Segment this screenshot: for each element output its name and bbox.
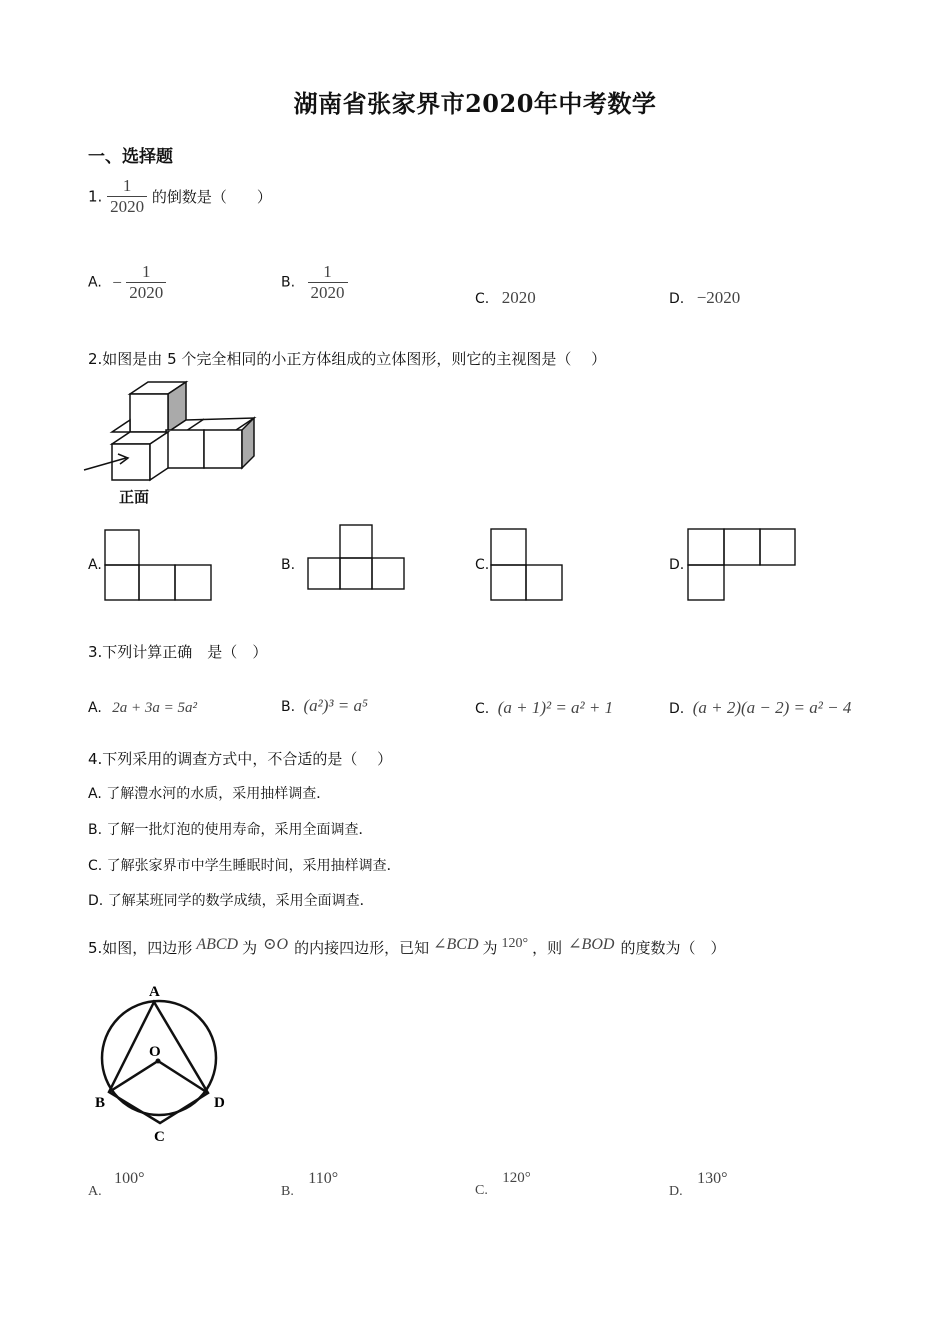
q1-d-value: −2020 — [696, 288, 741, 307]
q5-math-120: 120° — [501, 936, 529, 951]
question-4-text: 4.下列采用的调查方式中，不合适的是（ ） — [88, 750, 393, 768]
q5-a-value: 100° — [114, 1170, 145, 1187]
point-label-c: C — [154, 1129, 165, 1145]
cube-top — [130, 394, 168, 432]
q5-option-d[interactable] — [669, 1170, 727, 1200]
q4-option-a[interactable]: A. 了解澧水河的水质，采用抽样调查． — [88, 786, 331, 802]
q5-d-value: 130° — [697, 1170, 728, 1187]
q2-option-a-figure[interactable] — [104, 529, 214, 603]
q4-option-b[interactable]: B. 了解一批灯泡的使用寿命，采用全面调查． — [88, 822, 373, 838]
q5-text-part: 为 — [242, 939, 258, 957]
q1-a-sign: − — [112, 272, 122, 292]
q5-math-angle-bcd: ∠BCD — [433, 936, 479, 953]
cube-2 — [166, 430, 204, 468]
cube-face — [112, 420, 130, 432]
option-label: C. — [475, 701, 490, 717]
question-1 — [88, 176, 272, 217]
q5-option-b[interactable] — [281, 1170, 338, 1200]
q1-number: 1. — [88, 187, 103, 206]
point-label-d: D — [214, 1095, 225, 1111]
q5-math-circle-o: ⊙O — [263, 936, 289, 953]
q1-a-den: 2020 — [126, 282, 166, 303]
q3-option-b[interactable] — [281, 696, 368, 716]
section-heading: 一、选择题 — [88, 147, 173, 167]
q1-option-a[interactable] — [88, 262, 166, 303]
q5-text-part: 5.如图，四边形 — [88, 939, 193, 957]
q1-option-b[interactable] — [281, 262, 348, 303]
q5-text-part: 的度数为（ ） — [620, 939, 726, 957]
option-label: B. — [281, 1184, 294, 1199]
q1-frac-den: 2020 — [107, 196, 147, 217]
q4-option-c[interactable]: C. 了解张家界市中学生睡眠时间，采用抽样调查． — [88, 858, 401, 874]
option-label: D. — [669, 1184, 683, 1199]
q1-b-num: 1 — [323, 262, 332, 281]
question-3-text: 3.下列计算正确 是（ ） — [88, 643, 268, 661]
front-label: 正面 — [119, 488, 150, 506]
q1-option-d[interactable] — [669, 288, 740, 308]
q3-c-expr: (a + 1)² = a² + 1 — [497, 698, 614, 717]
q1-text: 的倒数是（ ） — [151, 188, 272, 206]
option-label: C. — [475, 291, 490, 307]
option-label: A. — [88, 1184, 102, 1199]
q2-option-a-label[interactable]: A. — [88, 557, 102, 573]
option-label: C. — [475, 1183, 488, 1198]
q5-c-value: 120° — [502, 1170, 531, 1186]
q5-text-part: 的内接四边形，已知 — [294, 939, 430, 957]
page-title: 湖南省张家界市2020年中考数学 — [293, 89, 657, 118]
cube-3 — [204, 430, 242, 468]
option-label: D. — [669, 291, 685, 307]
option-label: B. — [281, 274, 296, 291]
q5-option-c[interactable] — [475, 1170, 531, 1199]
option-label: A. — [88, 274, 102, 291]
q5-math-abcd: ABCD — [196, 936, 239, 953]
q5-option-a[interactable] — [88, 1170, 144, 1200]
q3-option-d[interactable] — [669, 698, 851, 718]
q2-option-d-figure[interactable] — [687, 528, 799, 604]
point-label-b: B — [95, 1095, 106, 1111]
q5-b-value: 110° — [308, 1170, 339, 1187]
q1-fraction — [107, 176, 147, 217]
point-label-a: A — [149, 984, 160, 1000]
q5-math-angle-bod: ∠BOD — [568, 936, 615, 953]
circle-figure — [92, 978, 242, 1148]
option-label: A. — [88, 700, 102, 716]
q2-option-c-figure[interactable] — [490, 528, 568, 604]
cube-front — [112, 444, 150, 480]
q3-a-expr: 2a + 3a = 5a² — [112, 700, 197, 716]
q3-option-a[interactable] — [88, 700, 197, 717]
q4-option-d[interactable]: D. 了解某班同学的数学成绩，采用全面调查． — [88, 893, 374, 909]
option-label: B. — [281, 699, 296, 715]
point-label-o: O — [149, 1044, 161, 1060]
q1-b-den: 2020 — [308, 282, 348, 303]
q1-c-value: 2020 — [501, 288, 536, 307]
q2-option-b-figure[interactable] — [307, 524, 407, 592]
option-label: D. — [669, 701, 685, 717]
q5-text-part: 为 — [482, 939, 498, 957]
q1-b-fraction — [308, 262, 348, 303]
q1-a-fraction — [126, 262, 166, 303]
q5-text-part: ，则 — [532, 939, 563, 957]
q1-frac-num: 1 — [122, 176, 132, 195]
cube-figure — [82, 378, 262, 508]
q2-option-d-label[interactable]: D. — [669, 557, 685, 573]
q2-option-c-label[interactable]: C. — [475, 557, 490, 573]
question-2-text: 2.如图是由 5 个完全相同的小正方体组成的立体图形，则它的主视图是（ ） — [88, 350, 607, 368]
question-5-text — [88, 934, 725, 958]
q3-d-expr: (a + 2)(a − 2) = a² − 4 — [692, 698, 852, 717]
q1-option-c[interactable] — [475, 288, 536, 308]
q1-a-num: 1 — [142, 262, 151, 281]
q3-b-expr: (a²)³ = a⁵ — [303, 696, 368, 715]
q3-option-c[interactable] — [475, 698, 613, 718]
q2-option-b-label[interactable]: B. — [281, 557, 296, 573]
